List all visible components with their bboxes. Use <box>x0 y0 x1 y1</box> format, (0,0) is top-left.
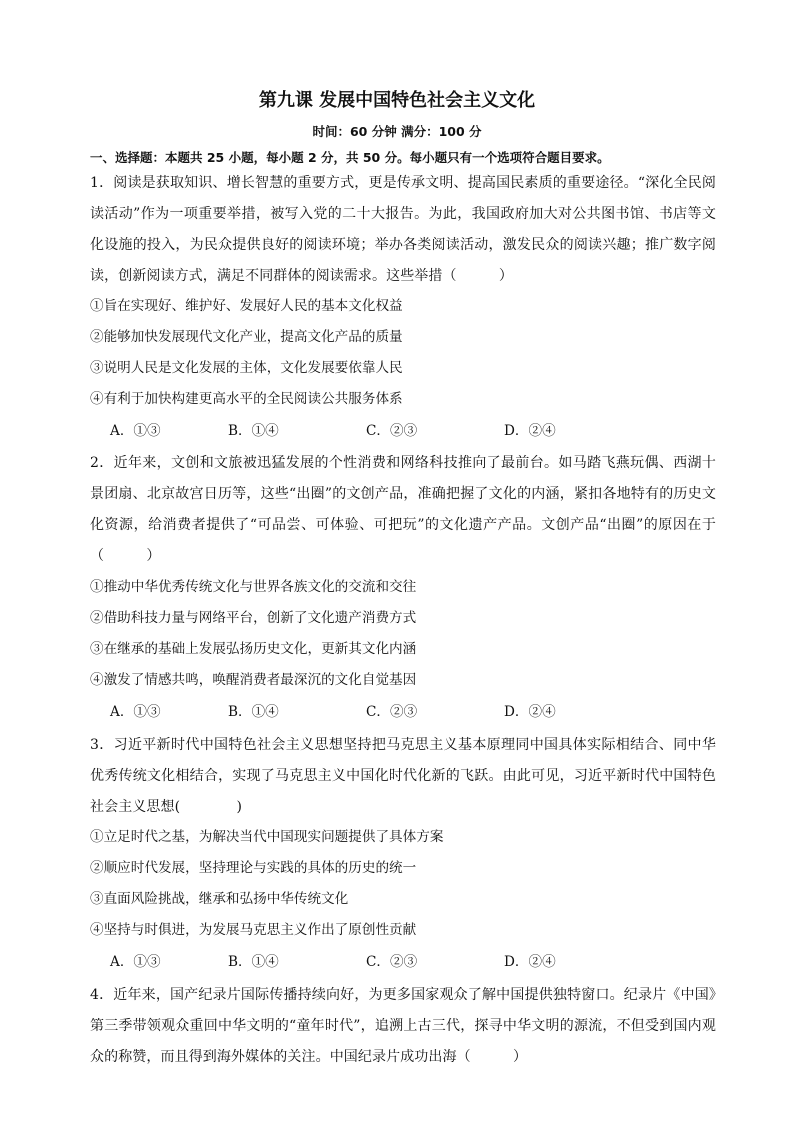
question-3-option-4: ④坚持与时俱进，为发展马克思主义作出了原创性贡献 <box>90 922 417 938</box>
question-2-option-2: ②借助科技力量与网络平台，创新了文化遗产消费方式 <box>90 610 417 626</box>
question-1-option-1: ①旨在实现好、维护好、发展好人民的基本文化权益 <box>90 298 403 314</box>
page-title: 第九课 发展中国特色社会主义文化 <box>258 90 536 111</box>
question-3-choice-a[interactable]: A．①③ <box>110 954 161 970</box>
question-2-stem: 2．近年来，文创和文旅被迅猛发展的个性消费和网络科技推向了最前台。如马踏飞燕玩偶、西湖十景团扇、北京故宫日历等，这些“出圈”的文创产品，准确把握了文化的内涵，紧扣各地特有的历史文化资源，给消费者提供了“可品尝、可体验、可把玩”的文化遗产产品。文创产品“出圈”的原因在于（ ） <box>90 455 716 564</box>
question-3-choice-d[interactable]: D．②④ <box>504 954 556 970</box>
question-3-choices <box>110 952 710 972</box>
question-3-option-3: ③直面风险挑战，继承和弘扬中华传统文化 <box>90 891 349 907</box>
section-heading: 一、选择题：本题共 25 小题，每小题 2 分，共 50 分。每小题只有一个选项符合题目要求。 <box>90 150 610 165</box>
question-2-choice-a[interactable]: A．①③ <box>110 704 161 720</box>
question-2-option-1: ①推动中华优秀传统文化与世界各族文化的交流和交往 <box>90 579 417 595</box>
question-4-stem: 4．近年来，国产纪录片国际传播持续向好，为更多国家观众了解中国提供独特窗口。纪录片《中国》第三季带领观众重回中华文明的“童年时代”，追溯上古三代，探寻中华文明的源流，不但受到国内观众的称赞，而且得到海外媒体的关注。中国纪录片成功出海（ ） <box>90 987 716 1065</box>
question-1-choice-d[interactable]: D．②④ <box>504 423 556 439</box>
question-1-stem: 1．阅读是获取知识、增长智慧的重要方式，更是传承文明、提高国民素质的重要途径。“深化全民阅读活动”作为一项重要举措，被写入党的二十大报告。为此，我国政府加大对公共图书馆、书店等文化设施的投入，为民众提供良好的阅读环境；举办各类阅读活动，激发民众的阅读兴趣；推广数字阅读，创新阅读方式，满足不同群体的阅读需求。这些举措（ ） <box>90 175 716 284</box>
question-1-choice-b[interactable]: B．①④ <box>228 423 279 439</box>
question-3-option-1: ①立足时代之基，为解决当代中国现实问题提供了具体方案 <box>90 829 444 845</box>
exam-info: 时间：60 分钟 满分：100 分 <box>312 124 482 139</box>
question-1-choices <box>110 421 710 441</box>
question-2-choice-d[interactable]: D．②④ <box>504 704 556 720</box>
question-2-choice-c[interactable]: C．②③ <box>366 704 418 720</box>
question-2-choices <box>110 702 710 722</box>
question-1-choice-a[interactable]: A．①③ <box>110 423 161 439</box>
question-1-option-4: ④有利于加快构建更高水平的全民阅读公共服务体系 <box>90 391 403 407</box>
question-1-option-3: ③说明人民是文化发展的主体，文化发展要依靠人民 <box>90 360 403 376</box>
question-3-choice-c[interactable]: C．②③ <box>366 954 418 970</box>
question-1-choice-c[interactable]: C．②③ <box>366 423 418 439</box>
question-3-option-2: ②顺应时代发展，坚持理论与实践的具体的历史的统一 <box>90 860 417 876</box>
question-2-option-3: ③在继承的基础上发展弘扬历史文化，更新其文化内涵 <box>90 641 417 657</box>
question-1-option-2: ②能够加快发展现代文化产业，提高文化产品的质量 <box>90 329 403 345</box>
question-3-choice-b[interactable]: B．①④ <box>228 954 279 970</box>
question-3-stem: 3．习近平新时代中国特色社会主义思想坚持把马克思主义基本原理同中国具体实际相结合、同中华优秀传统文化相结合，实现了马克思主义中国化时代化新的飞跃。由此可见，习近平新时代中国特色社会主义思想( ) <box>90 737 716 815</box>
question-2-option-4: ④激发了情感共鸣，唤醒消费者最深沉的文化自觉基因 <box>90 672 417 688</box>
question-2-choice-b[interactable]: B．①④ <box>228 704 279 720</box>
